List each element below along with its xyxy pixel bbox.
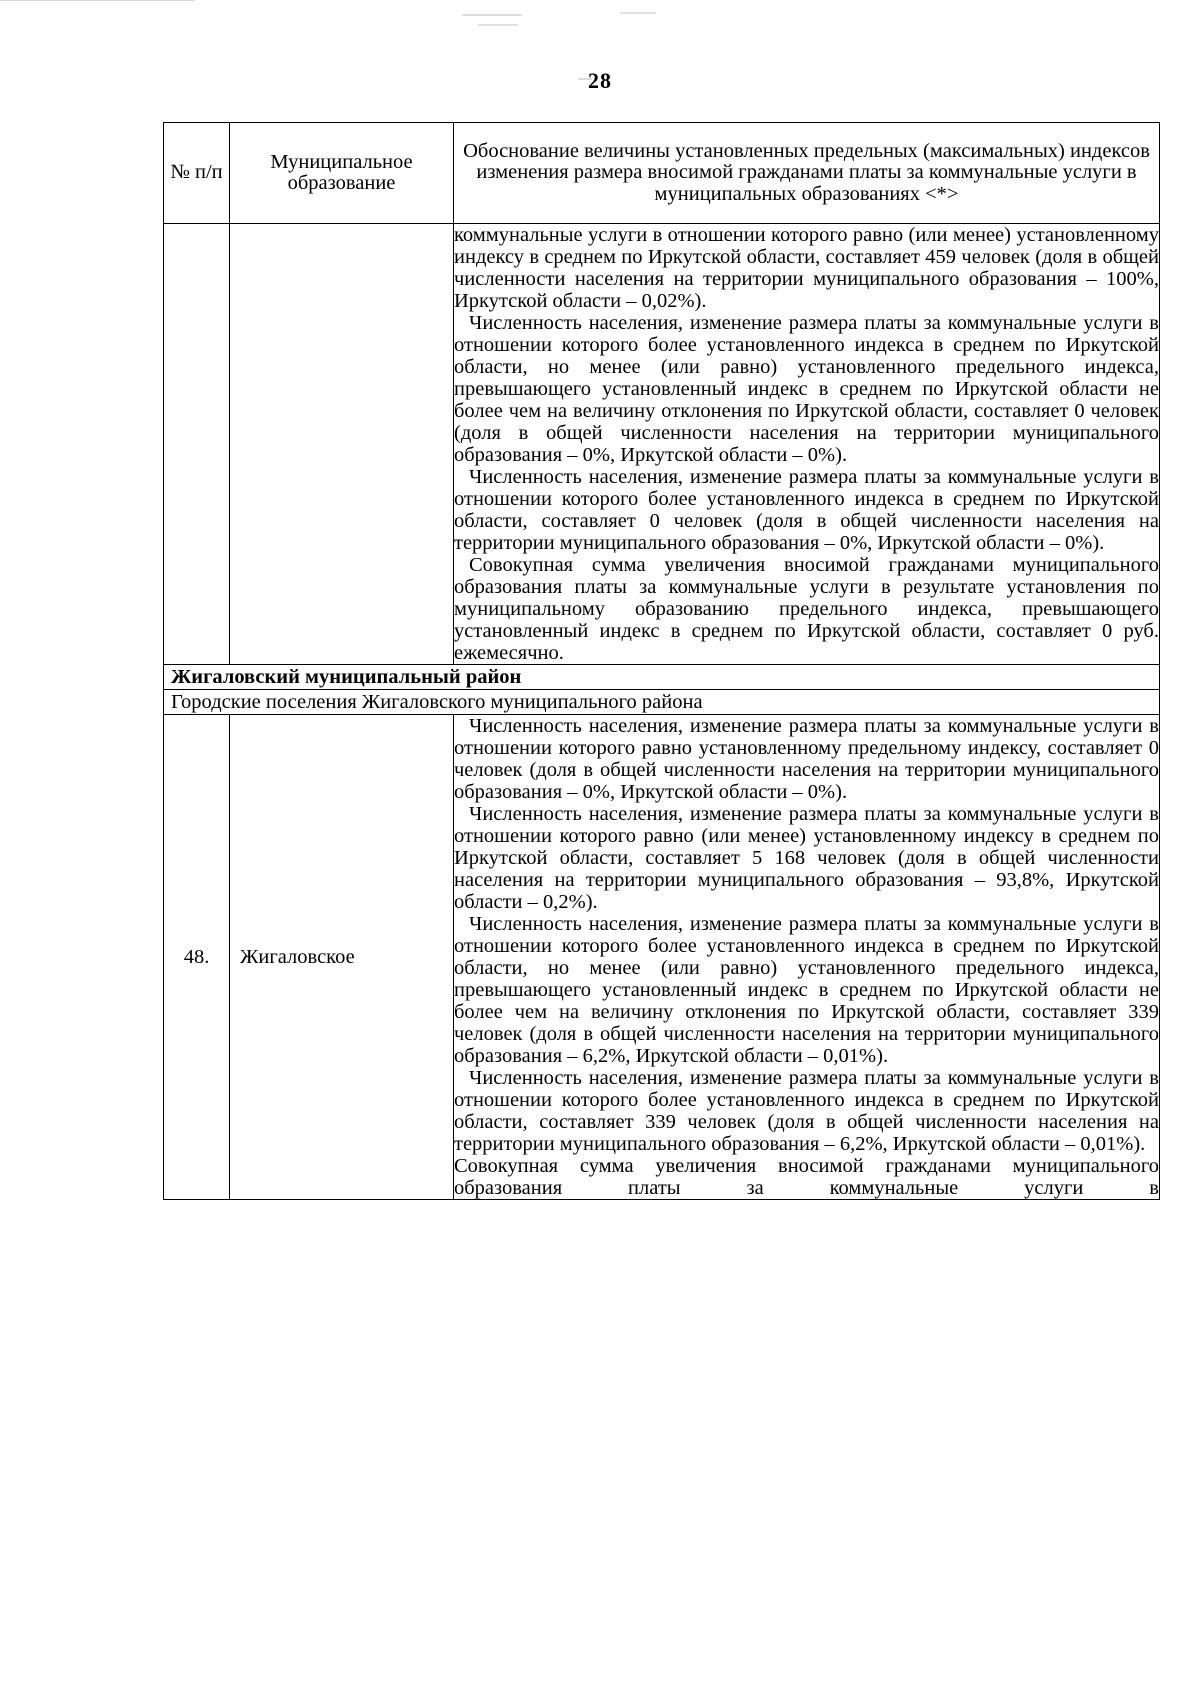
continuation-text-cell [454, 224, 1160, 665]
paragraph: Численность населения, изменение размера платы за коммунальные услуги в отношении которого равно (или менее) установленному индексу в среднем по Иркутской области, составляет 5 168 человек (доля в общей численности населения на территории муниципального образования – 93,8%, Иркутской области – 0,2%). [454, 803, 1159, 913]
table-row [164, 715, 1160, 1200]
continuation-number-cell [164, 224, 230, 665]
continuation-row [164, 224, 1160, 665]
settlement-heading: Городские поселения Жигаловского муниципального района [164, 690, 1160, 715]
settlement-heading-row [164, 690, 1160, 715]
scan-noise [462, 14, 522, 16]
header-municipality: Муниципальное образование [230, 123, 454, 224]
paragraph: Численность населения, изменение размера платы за коммунальные услуги в отношении которого более установленного индекса в среднем по Иркутской области, составляет 0 человек (доля в общей численности населения на территории муниципального образования – 0%, Иркутской области – 0%). [454, 466, 1159, 554]
scan-noise [0, 0, 195, 1]
scan-noise [578, 78, 592, 80]
continuation-name-cell [230, 224, 454, 665]
header-number: № п/п [164, 123, 230, 224]
municipality-name: Жигаловское [230, 715, 454, 1200]
row-number: 48. [164, 715, 230, 1200]
district-heading: Жигаловский муниципальный район [164, 665, 1160, 690]
scan-noise [478, 24, 518, 26]
paragraph: Совокупная сумма увеличения вносимой гражданами муниципального образования платы за коммунальные услуги в результате установления по муниципальному образованию предельного индекса, превышающего установленный индекс в среднем по Иркутской области, составляет 0 руб. ежемесячно. [454, 554, 1159, 664]
paragraph: Численность населения, изменение размера платы за коммунальные услуги в отношении которого равно установленному предельному индексу, составляет 0 человек (доля в общей численности населения на территории муниципального образования – 0%, Иркутской области – 0%). [454, 715, 1159, 803]
paragraph: Численность населения, изменение размера платы за коммунальные услуги в отношении которого более установленного индекса в среднем по Иркутской области, но менее (или равно) установленного предельного индекса, превышающего установленный индекс в среднем по Иркутской области не более чем на величину отклонения по Иркутской области, составляет 0 человек (доля в общей численности населения на территории муниципального образования – 0%, Иркутской области – 0%). [454, 312, 1159, 466]
paragraph: коммунальные услуги в отношении которого равно (или менее) установленному индексу в среднем по Иркутской области, составляет 459 человек (доля в общей численности населения на территории муниципального образования – 100%, Иркутской области – 0,02%). [454, 224, 1159, 312]
header-justification: Обоснование величины установленных предельных (максимальных) индексов изменения размера вносимой гражданами платы за коммунальные услуги в муниципальных образованиях <*> [454, 123, 1160, 224]
district-heading-row [164, 665, 1160, 690]
page-number: 28 [588, 68, 612, 93]
paragraph: Совокупная сумма увеличения вносимой гражданами муниципального образования платы за коммунальные услуги в [454, 1155, 1159, 1199]
indices-table [163, 122, 1160, 1200]
paragraph: Численность населения, изменение размера платы за коммунальные услуги в отношении которого более установленного индекса в среднем по Иркутской области, но менее (или равно) установленного предельного индекса, превышающего установленный индекс в среднем по Иркутской области не более чем на величину отклонения по Иркутской области, составляет 339 человек (доля в общей численности населения на территории муниципального образования – 6,2%, Иркутской области – 0,01%). [454, 913, 1159, 1067]
scan-noise [620, 12, 656, 14]
paragraph: Численность населения, изменение размера платы за коммунальные услуги в отношении которого более установленного индекса в среднем по Иркутской области, составляет 339 человек (доля в общей численности населения на территории муниципального образования – 6,2%, Иркутской области – 0,01%). [454, 1067, 1159, 1155]
justification-text-cell [454, 715, 1160, 1200]
table-header-row [164, 123, 1160, 224]
